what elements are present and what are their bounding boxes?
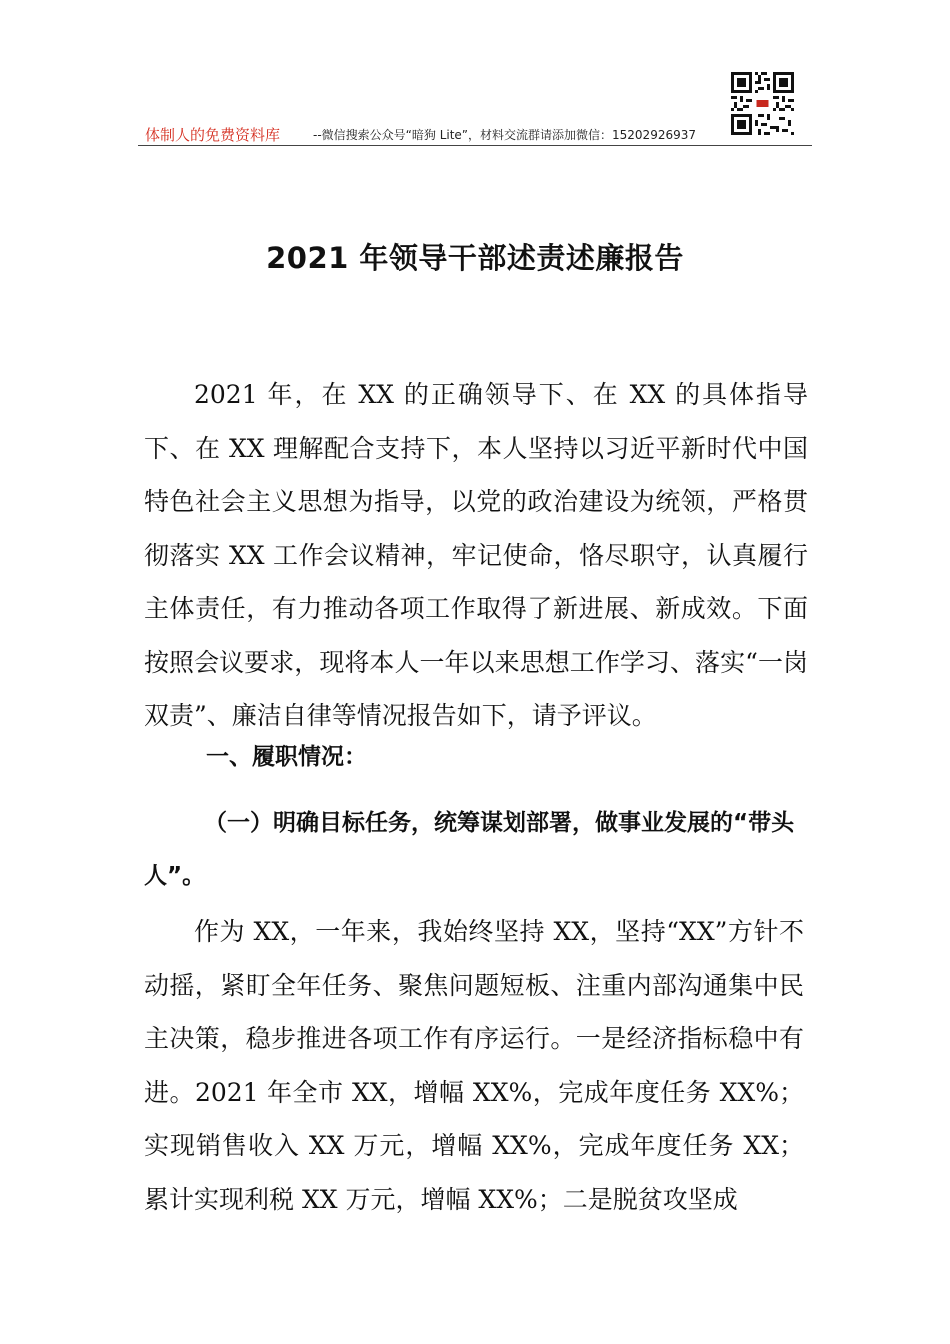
intro-paragraph: 2021 年，在 XX 的正确领导下、在 XX 的具体指导下、在 XX 理解配合支持下，本人坚持以习近平新时代中国特色社会主义思想为指导，以党的政治建设为统领，严格贯彻落实 XX 工作会议精神，牢记使命，恪尽职守，认真履行主体责任，有力推动各项工作取得了新进展、新成效。下面按照会议要求，现将本人一年以来思想工作学习、落实“一岗双责”、廉洁自律等情况报告如下，请予评议。 [144, 380, 808, 730]
subsection-body-paragraph: 作为 XX，一年来，我始终坚持 XX，坚持“XX”方针不动摇，紧盯全年任务、聚焦问题短板、注重内部沟通集中民主决策，稳步推进各项工作有序运行。一是经济指标稳中有进。2021 年全市 XX，增幅 XX%，完成年度任务 XX%；实现销售收入 XX 万元，增幅 XX%，完成年度任务 XX；累计实现利税 XX 万元，增幅 XX%；二是脱贫攻坚成 [144, 917, 804, 1214]
header-brand: 体制人的免费资料库 [145, 126, 281, 144]
document-title: 2021 年领导干部述责述廉报告 [266, 241, 684, 275]
qr-code-icon [731, 72, 794, 135]
subsection-heading: （一）明确目标任务，统筹谋划部署，做事业发展的“带头人”。 [144, 810, 795, 889]
header-note: --微信搜索公众号“暗狗 Lite”，材料交流群请添加微信：15202926937 [313, 128, 696, 142]
section-heading: 一、履职情况： [206, 744, 367, 770]
header-divider [138, 145, 812, 146]
